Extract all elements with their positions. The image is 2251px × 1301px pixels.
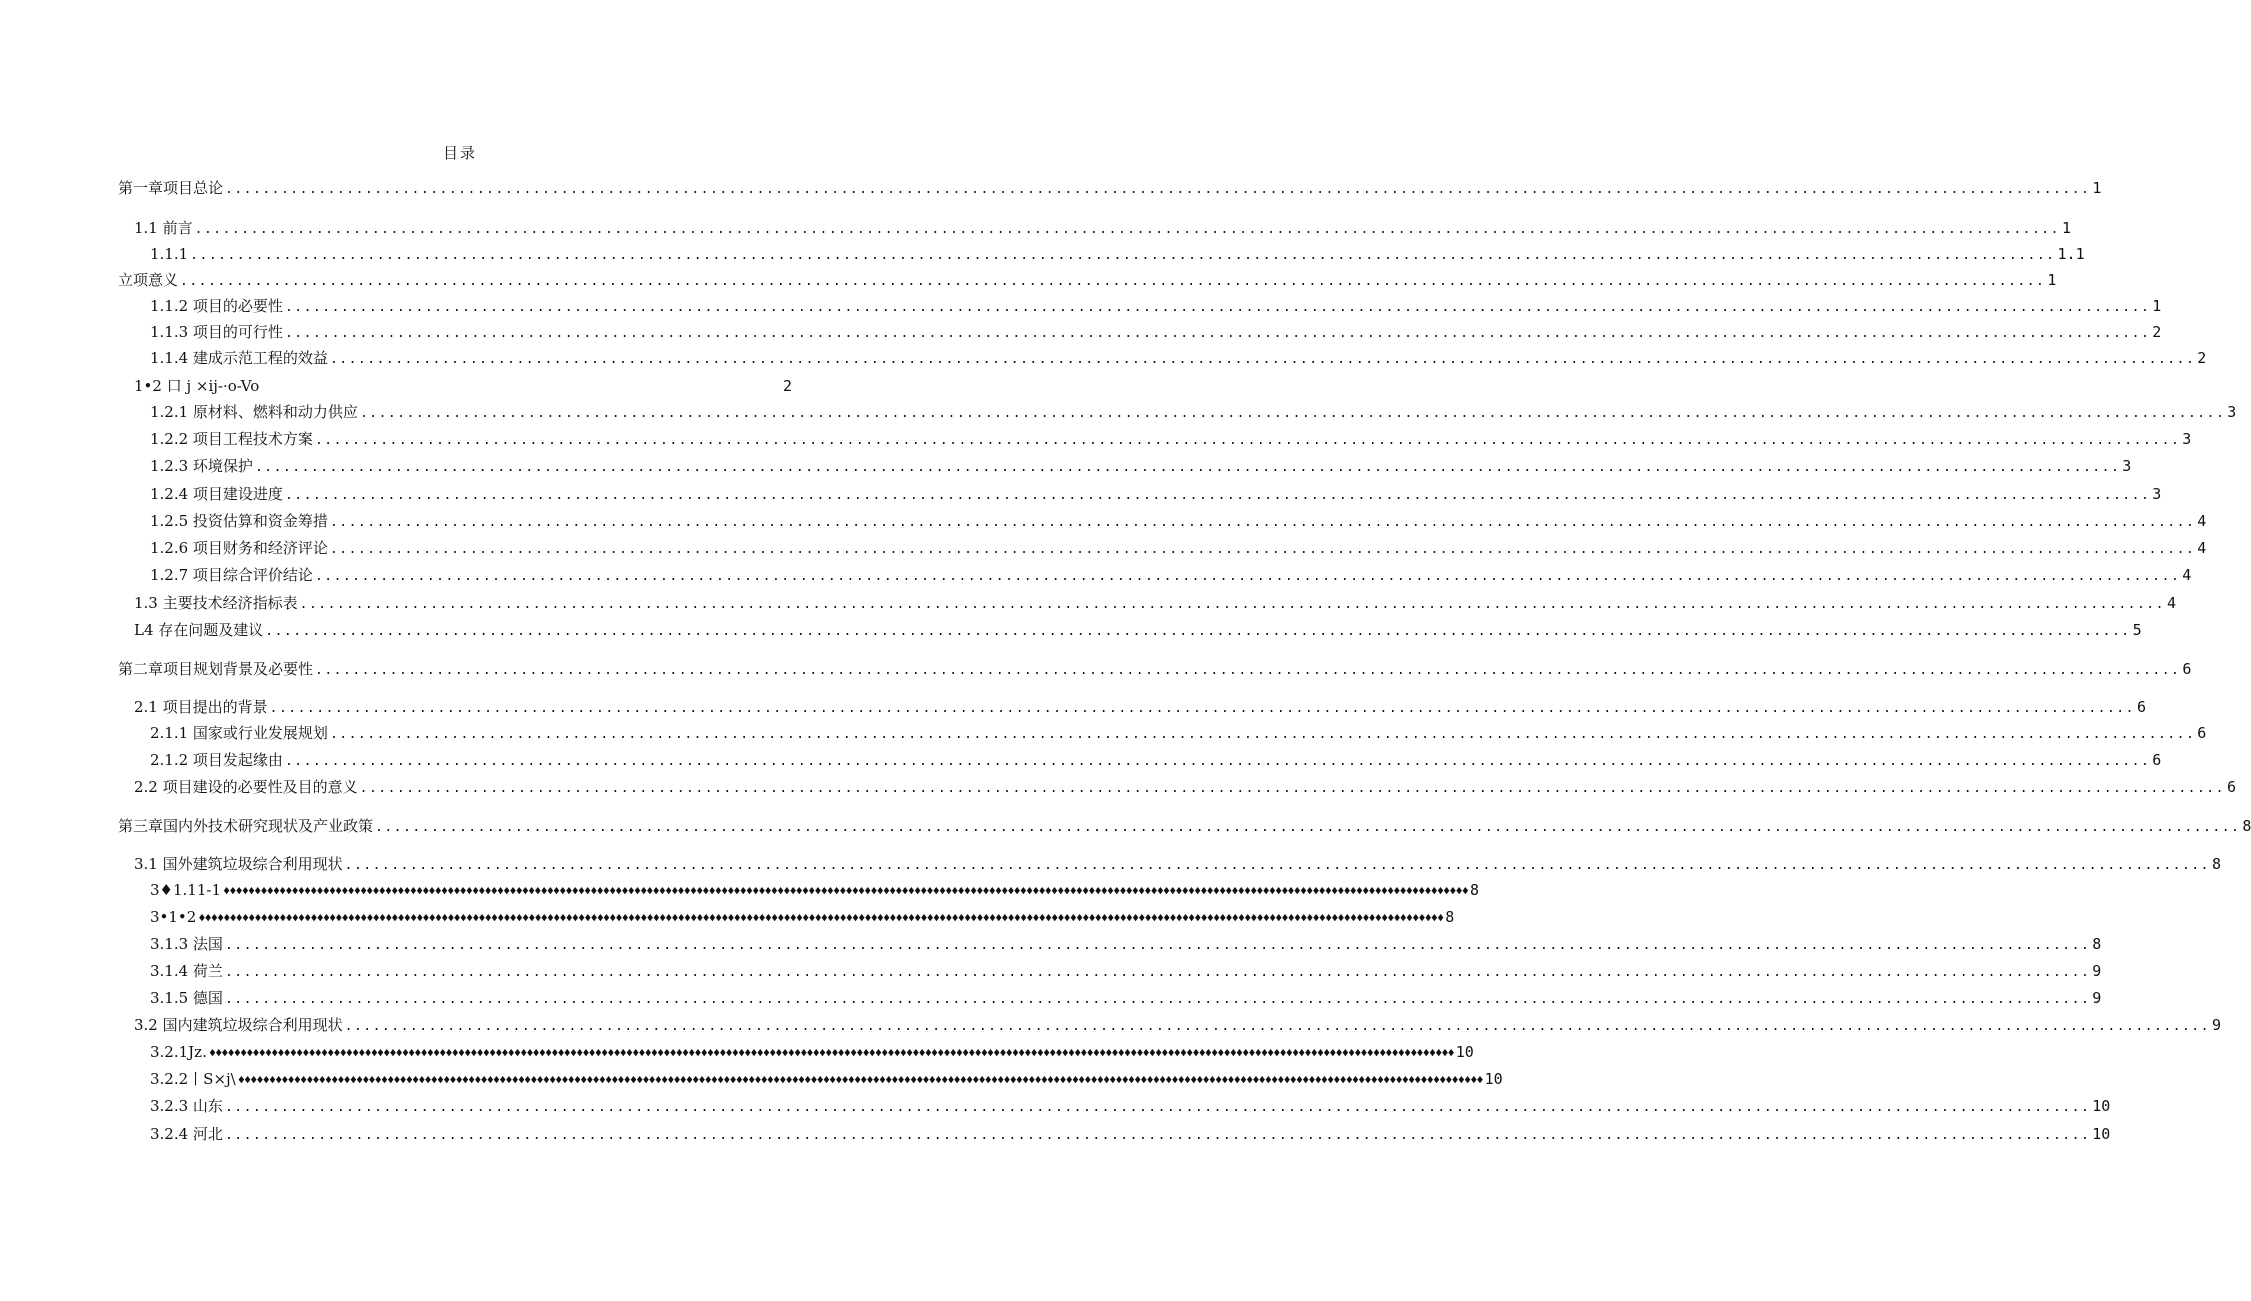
toc-entry[interactable]: [118, 270, 2057, 292]
dot-leader: ........................................................................................................................................................................................................: [344, 1019, 2210, 1034]
toc-entry-label: 立项意义: [118, 271, 179, 289]
toc-entry-label: 1.2.2 项目工程技术方案: [150, 430, 313, 448]
toc-entry-label: 3.2.3 山东: [150, 1097, 223, 1115]
toc-entry-label: 3.1 国外建筑垃圾综合利用现状: [134, 855, 343, 873]
toc-entry[interactable]: [118, 659, 2192, 681]
toc-entry[interactable]: [118, 816, 2251, 838]
dot-leader: ........................................................................................................................................................................................................: [329, 352, 2196, 367]
toc-entry-label: 1.2.6 项目财务和经济评论: [150, 539, 328, 557]
toc-entry-label: 3.1.4 荷兰: [150, 962, 223, 980]
dot-leader: ........................................................................................................................................................................................................: [284, 326, 2151, 341]
toc-entry[interactable]: [150, 750, 2162, 772]
toc-entry-label: L4 存在问题及建议: [134, 621, 264, 639]
toc-entry-page-number: 9: [2211, 1016, 2221, 1034]
toc-entry-label: 3•1•2: [150, 908, 197, 926]
toc-entry-page-number: 9: [2092, 989, 2102, 1007]
toc-entry-page-number: 1: [2092, 179, 2102, 197]
toc-entry[interactable]: [150, 723, 2207, 745]
toc-entry-label: 3.1.5 德国: [150, 989, 223, 1007]
toc-entry-label: 2.1 项目提出的背景: [134, 698, 268, 716]
toc-entry-page-number: 4: [2166, 594, 2176, 612]
dot-leader: ........................................................................................................................................................................................................: [344, 858, 2210, 873]
dot-leader: ........................................................................................................................................................................................................: [359, 406, 2226, 421]
toc-entry[interactable]: [134, 697, 2146, 719]
toc-entry-page-number: 3: [2152, 485, 2162, 503]
toc-entry[interactable]: [150, 402, 2237, 424]
toc-entry[interactable]: [134, 1015, 2221, 1037]
dot-leader: ........................................................................................................................................................................................................: [359, 781, 2225, 796]
toc-entry[interactable]: [150, 538, 2207, 560]
toc-entry-label: 1.1 前言: [134, 219, 193, 237]
dot-leader: ........................................................................................................................................................................................................: [180, 274, 2046, 289]
toc-entry-label: 第二章项目规划背景及必要性: [118, 660, 314, 678]
diamond-leader: ♦♦♦♦♦♦♦♦♦♦♦♦♦♦♦♦♦♦♦♦♦♦♦♦♦♦♦♦♦♦♦♦♦♦♦♦♦♦♦♦♦♦♦♦♦♦♦♦♦♦♦♦♦♦♦♦♦♦♦♦♦♦♦♦♦♦♦♦♦♦♦♦♦♦♦♦♦♦♦♦♦♦♦♦♦♦♦♦♦♦♦♦♦♦♦♦♦♦♦♦♦♦♦♦♦♦♦♦♦♦♦♦♦♦♦♦♦♦♦♦♦♦♦♦♦♦♦♦♦♦♦♦♦♦♦♦♦♦♦♦♦♦♦♦♦♦♦♦♦♦♦♦♦♦♦♦♦♦♦♦♦♦♦♦♦♦♦♦♦♦♦♦♦♦♦♦♦♦♦♦♦♦♦♦♦♦♦♦♦♦♦♦♦♦♦♦♦♦♦♦: [223, 884, 1468, 898]
toc-entry-page-number: 1: [2152, 297, 2162, 315]
dot-leader: ........................................................................................................................................................................................................: [225, 182, 2091, 197]
toc-entry-page-number: 8: [1445, 908, 1455, 926]
toc-entry[interactable]: [150, 565, 2192, 587]
dot-leader: ........................................................................................................................................................................................................: [314, 569, 2181, 584]
toc-entry[interactable]: [134, 376, 792, 396]
toc-entry-page-number: 10: [2092, 1125, 2111, 1143]
toc-entry-label: 2.2 项目建设的必要性及目的意义: [134, 778, 358, 796]
toc-entry-page-number: 1.1: [2057, 245, 2085, 263]
toc-entry[interactable]: [150, 484, 2162, 506]
toc-entry-label: 1.2.1 原材料、燃料和动力供应: [150, 403, 358, 421]
toc-entry-page-number: 4: [2197, 512, 2207, 530]
toc-entry-page-number: 10: [2092, 1097, 2111, 1115]
toc-entry-page-number: 6: [2182, 660, 2192, 678]
toc-entry-label: 1.2.4 项目建设进度: [150, 485, 283, 503]
toc-entry-page-number: 4: [2182, 566, 2192, 584]
toc-entry[interactable]: [150, 322, 2162, 344]
dot-leader: ........................................................................................................................................................................................................: [314, 433, 2181, 448]
toc-entry-label: 1.1.4 建成示范工程的效益: [150, 349, 328, 367]
dot-leader: ........................................................................................................................................................................................................: [224, 1100, 2091, 1115]
toc-entry-page-number: 2: [2152, 323, 2162, 341]
dot-leader: ........................................................................................................................................................................................................: [329, 727, 2196, 742]
toc-entry-page-number: 8: [2242, 817, 2251, 835]
dot-leader: ........................................................................................................................................................................................................: [194, 222, 2060, 237]
toc-entry[interactable]: [150, 988, 2102, 1010]
dot-leader: ........................................................................................................................................................................................................: [190, 248, 2056, 263]
toc-entry[interactable]: [150, 511, 2207, 533]
dot-leader: ........................................................................................................................................................................................................: [284, 300, 2151, 315]
toc-entry[interactable]: [150, 880, 1479, 901]
dot-leader: ........................................................................................................................................................................................................: [224, 992, 2091, 1007]
toc-entry-page-number: 10: [1455, 1043, 1474, 1061]
toc-entry-label: 第三章国内外技术研究现状及产业政策: [118, 817, 374, 835]
toc-entry[interactable]: [134, 777, 2236, 799]
toc-entry-label: 2.1.1 国家或行业发展规划: [150, 724, 328, 742]
toc-entry[interactable]: [134, 854, 2221, 876]
diamond-leader: ♦♦♦♦♦♦♦♦♦♦♦♦♦♦♦♦♦♦♦♦♦♦♦♦♦♦♦♦♦♦♦♦♦♦♦♦♦♦♦♦♦♦♦♦♦♦♦♦♦♦♦♦♦♦♦♦♦♦♦♦♦♦♦♦♦♦♦♦♦♦♦♦♦♦♦♦♦♦♦♦♦♦♦♦♦♦♦♦♦♦♦♦♦♦♦♦♦♦♦♦♦♦♦♦♦♦♦♦♦♦♦♦♦♦♦♦♦♦♦♦♦♦♦♦♦♦♦♦♦♦♦♦♦♦♦♦♦♦♦♦♦♦♦♦♦♦♦♦♦♦♦♦♦♦♦♦♦♦♦♦♦♦♦♦♦♦♦♦♦♦♦♦♦♦♦♦♦♦♦♦♦♦♦♦♦♦♦♦♦♦♦♦♦♦♦♦♦♦♦♦: [198, 911, 1444, 925]
toc-entry[interactable]: [150, 296, 2162, 318]
toc-entry[interactable]: [150, 907, 1455, 928]
toc-entry-page-number: 4: [2197, 539, 2207, 557]
page-title: 目录: [442, 144, 477, 162]
dot-leader: ........................................................................................................................................................................................................: [299, 597, 2165, 612]
toc-entry-page-number: 6: [2152, 751, 2162, 769]
toc-entry[interactable]: [150, 1042, 1474, 1063]
dot-leader: ........................................................................................................................................................................................................: [329, 542, 2196, 557]
toc-entry-page-number: 5: [2132, 621, 2142, 639]
toc-entry-page-number: 8: [1469, 881, 1479, 899]
toc-entry-page-number: 8: [2092, 935, 2102, 953]
dot-leader: ........................................................................................................................................................................................................: [315, 663, 2181, 678]
toc-entry[interactable]: [150, 961, 2102, 983]
toc-entry-page-number: 2: [2197, 349, 2207, 367]
toc-entry-label: 3♦1.11-1: [150, 881, 222, 899]
toc-entry[interactable]: [150, 456, 2132, 478]
toc-entry-label: 1.1.2 项目的必要性: [150, 297, 283, 315]
toc-entry[interactable]: [134, 620, 2142, 642]
toc-entry-page-number: 3: [2182, 430, 2192, 448]
toc-entry-label: 3.2.2丨S×j\: [150, 1070, 236, 1088]
toc-entry-label: 1.3 主要技术经济指标表: [134, 594, 298, 612]
toc-entry-label: 3.2.4 河北: [150, 1125, 223, 1143]
dot-leader: ........................................................................................................................................................................................................: [284, 754, 2151, 769]
dot-leader: ........................................................................................................................................................................................................: [284, 488, 2151, 503]
toc-entry-page-number: 9: [2092, 962, 2102, 980]
toc-entry-label: 1.2.3 环境保护: [150, 457, 253, 475]
toc-entry-page-number: 6: [2226, 778, 2236, 796]
toc-entry[interactable]: [150, 934, 2102, 956]
toc-entry-label: 1.2.5 投资估算和资金筹措: [150, 512, 328, 530]
toc-entry[interactable]: [150, 348, 2207, 370]
diamond-leader: ♦♦♦♦♦♦♦♦♦♦♦♦♦♦♦♦♦♦♦♦♦♦♦♦♦♦♦♦♦♦♦♦♦♦♦♦♦♦♦♦♦♦♦♦♦♦♦♦♦♦♦♦♦♦♦♦♦♦♦♦♦♦♦♦♦♦♦♦♦♦♦♦♦♦♦♦♦♦♦♦♦♦♦♦♦♦♦♦♦♦♦♦♦♦♦♦♦♦♦♦♦♦♦♦♦♦♦♦♦♦♦♦♦♦♦♦♦♦♦♦♦♦♦♦♦♦♦♦♦♦♦♦♦♦♦♦♦♦♦♦♦♦♦♦♦♦♦♦♦♦♦♦♦♦♦♦♦♦♦♦♦♦♦♦♦♦♦♦♦♦♦♦♦♦♦♦♦♦♦♦♦♦♦♦♦♦♦♦♦♦♦♦♦♦♦♦♦♦♦♦: [237, 1073, 1483, 1087]
toc-entry[interactable]: [134, 593, 2176, 615]
toc-entry[interactable]: [134, 218, 2071, 240]
toc-entry[interactable]: [150, 1096, 2111, 1118]
toc-entry-label: 3.2 国内建筑垃圾综合利用现状: [134, 1016, 343, 1034]
dot-leader: ........................................................................................................................................................................................................: [224, 938, 2091, 953]
toc-entry[interactable]: [150, 429, 2192, 451]
dot-leader: ........................................................................................................................................................................................................: [375, 820, 2241, 835]
toc-entry-page-number: 6: [2197, 724, 2207, 742]
toc-entry-label: 1•2 口 j ×ij-·o-Vo: [134, 377, 260, 395]
dot-leader: ........................................................................................................................................................................................................: [265, 624, 2131, 639]
dot-leader: ........................................................................................................................................................................................................: [329, 515, 2196, 530]
toc-entry-label: 3.1.3 法国: [150, 935, 223, 953]
toc-entry-label: 第一章项目总论: [118, 179, 224, 197]
toc-entry-label: 3.2.1Jz.: [150, 1043, 207, 1061]
toc-entry-label: 1.1.3 项目的可行性: [150, 323, 283, 341]
dot-leader: ........................................................................................................................................................................................................: [224, 965, 2091, 980]
toc-entry-page-number: 2: [782, 377, 792, 395]
toc-entry-label: 1.2.7 项目综合评价结论: [150, 566, 313, 584]
toc-entry-page-number: 3: [2227, 403, 2237, 421]
dot-leader: ........................................................................................................................................................................................................: [224, 1128, 2091, 1143]
toc-entry-page-number: 8: [2211, 855, 2221, 873]
toc-entry-page-number: 1: [2061, 219, 2071, 237]
toc-entry-label: 2.1.2 项目发起缘由: [150, 751, 283, 769]
dot-leader: ........................................................................................................................................................................................................: [254, 460, 2121, 475]
toc-entry[interactable]: [150, 244, 2085, 266]
toc-entry[interactable]: [118, 178, 2102, 200]
toc-entry-page-number: 10: [1484, 1070, 1503, 1088]
toc-entry-page-number: 1: [2047, 271, 2057, 289]
toc-entry-label: 1.1.1: [150, 245, 189, 263]
toc-entry-page-number: 6: [2136, 698, 2146, 716]
dot-leader: ........................................................................................................................................................................................................: [269, 701, 2135, 716]
toc-entry[interactable]: [150, 1069, 1503, 1090]
toc-entry[interactable]: [150, 1124, 2111, 1146]
diamond-leader: ♦♦♦♦♦♦♦♦♦♦♦♦♦♦♦♦♦♦♦♦♦♦♦♦♦♦♦♦♦♦♦♦♦♦♦♦♦♦♦♦♦♦♦♦♦♦♦♦♦♦♦♦♦♦♦♦♦♦♦♦♦♦♦♦♦♦♦♦♦♦♦♦♦♦♦♦♦♦♦♦♦♦♦♦♦♦♦♦♦♦♦♦♦♦♦♦♦♦♦♦♦♦♦♦♦♦♦♦♦♦♦♦♦♦♦♦♦♦♦♦♦♦♦♦♦♦♦♦♦♦♦♦♦♦♦♦♦♦♦♦♦♦♦♦♦♦♦♦♦♦♦♦♦♦♦♦♦♦♦♦♦♦♦♦♦♦♦♦♦♦♦♦♦♦♦♦♦♦♦♦♦♦♦♦♦♦♦♦♦♦♦♦♦♦♦♦♦♦♦♦: [208, 1046, 1454, 1060]
toc-entry-page-number: 3: [2122, 457, 2132, 475]
